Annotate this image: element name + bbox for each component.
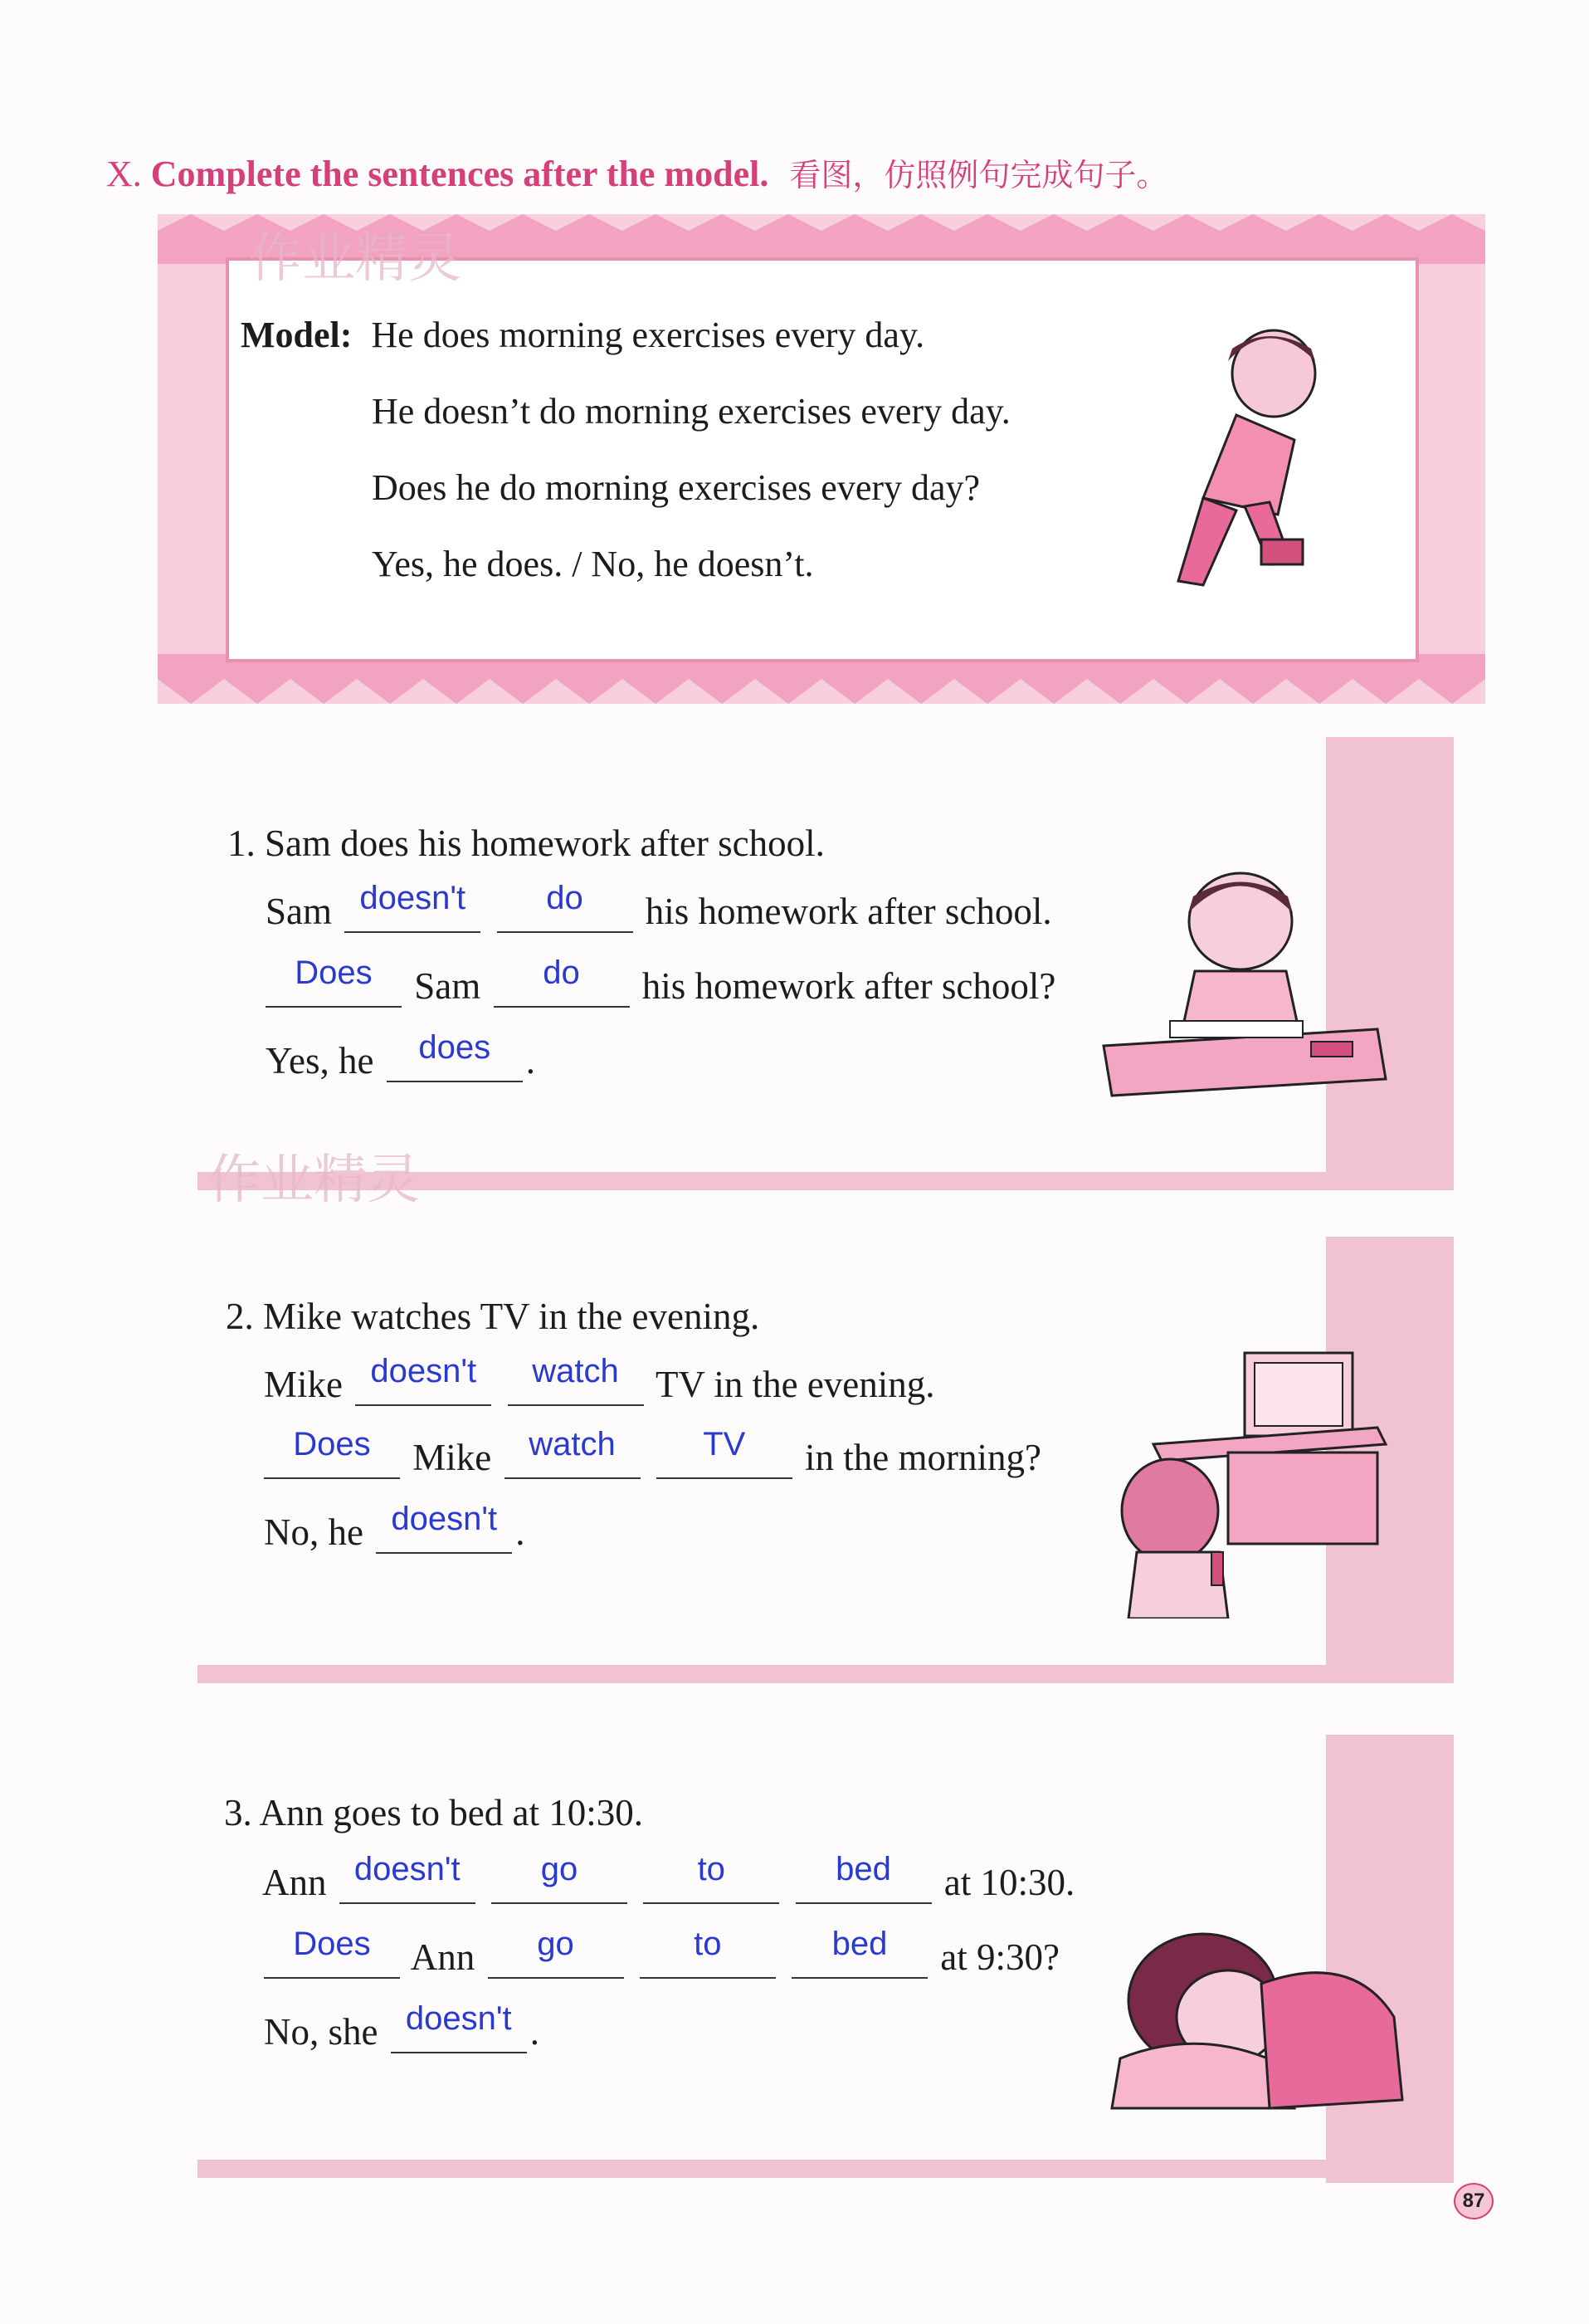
watermark: 作业精灵 [207,1150,420,1211]
section-2-bottom-bar [197,1665,1454,1683]
answer-blank[interactable]: Does [264,1434,400,1479]
boy-watching-tv-illustration [1104,1345,1411,1618]
model-label: Model: [241,315,353,355]
boy-doing-homework-illustration [1095,863,1402,1129]
answer-blank[interactable]: do [494,963,630,1008]
item-2-line-2: Does Mike watch TV in the morning? [261,1434,1041,1479]
item-2-line-3: No, he doesn't . [264,1501,525,1553]
answer-blank[interactable]: go [491,1859,627,1904]
answer-blank[interactable]: doesn't [376,1509,512,1554]
model-line-2: He doesn’t do morning exercises every day. [372,391,1011,432]
section-3-bottom-bar [197,2160,1454,2178]
item-3-line-2: Does Ann go to bed at 9:30? [261,1934,1060,1979]
answer-blank[interactable]: TV [656,1434,792,1479]
item-1-line-1: Sam doesn't do his homework after school. [266,880,1052,932]
item-1-line-2: Does Sam do his homework after school? [262,963,1055,1008]
exercise-number: X. [106,154,142,194]
answer-blank[interactable]: go [488,1934,624,1979]
answer-blank[interactable]: watch [508,1361,644,1406]
answer-blank[interactable]: does [387,1038,523,1082]
item-2-prompt: 2. Mike watches TV in the evening. [226,1296,760,1337]
model-sentence: He does morning exercises every day. [371,315,925,355]
item-3-line-1: Ann doesn't go to bed at 10:30. [262,1851,1075,1903]
answer-blank[interactable]: bed [792,1934,928,1979]
item-3-prompt: 3. Ann goes to bed at 10:30. [224,1792,643,1833]
answer-blank[interactable]: Does [264,1934,400,1979]
girl-sleeping-illustration [1104,1917,1411,2116]
item-3-line-3: No, she doesn't . [264,2000,539,2053]
page-number: 87 [1454,2183,1494,2219]
model-line-1 [241,314,924,356]
answer-blank[interactable]: Does [266,963,402,1008]
watermark: 作业精灵 [249,228,461,290]
item-1-line-3: Yes, he does . [266,1029,535,1081]
instruction-cn: 看图，仿照例句完成句子。 [789,157,1168,193]
answer-blank[interactable]: doesn't [391,2009,527,2053]
answer-blank[interactable]: bed [796,1859,932,1904]
answer-blank[interactable]: to [643,1859,779,1904]
answer-blank[interactable]: watch [504,1434,641,1479]
answer-blank[interactable]: doesn't [355,1361,491,1406]
answer-blank[interactable]: do [497,888,633,933]
item-1-prompt: 1. Sam does his homework after school. [227,823,825,864]
answer-blank[interactable]: to [640,1934,776,1979]
answer-blank[interactable]: doesn't [339,1859,475,1904]
model-line-3: Does he do morning exercises every day? [372,467,981,508]
boy-exercising-illustration [1145,315,1328,598]
item-2-line-1: Mike doesn't watch TV in the evening. [264,1353,935,1405]
instruction-en: Complete the sentences after the model. [150,154,769,194]
answer-blank[interactable]: doesn't [344,888,480,933]
model-line-4: Yes, he does. / No, he doesn’t. [372,544,814,584]
exercise-heading [106,149,1167,195]
